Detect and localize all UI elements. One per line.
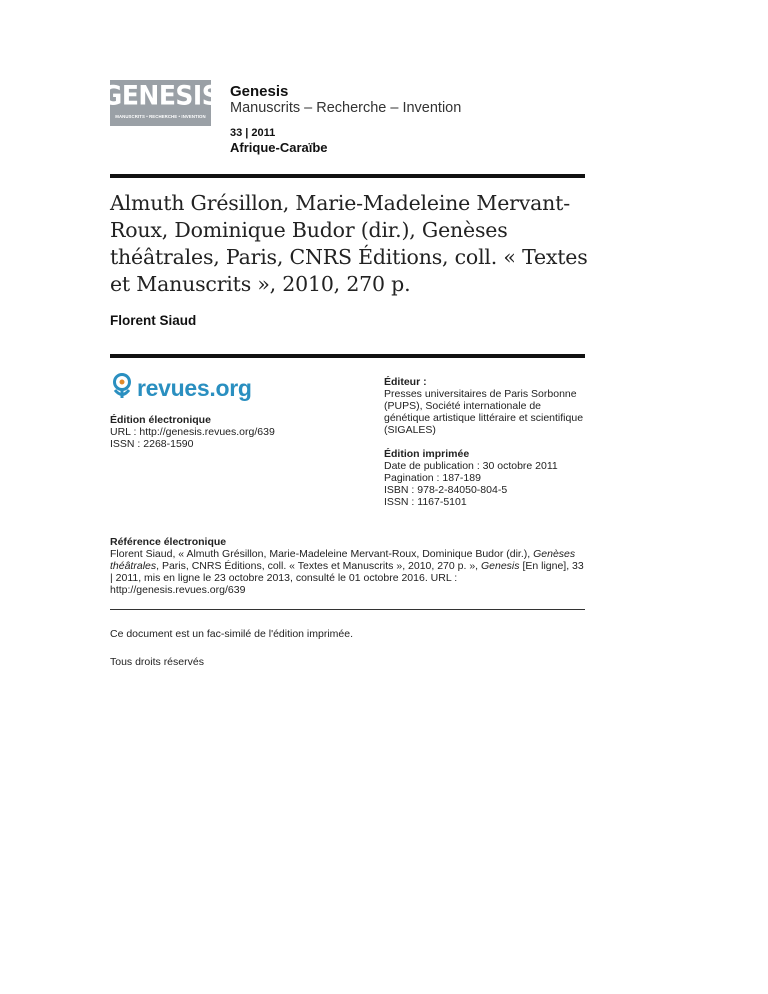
logo-wordmark: GENESIS: [101, 80, 220, 111]
article-author: Florent Siaud: [110, 313, 197, 328]
logo-tagline: MANUSCRITS • RECHERCHE • INVENTION: [115, 114, 206, 119]
issue-number: 33 | 2011: [230, 127, 276, 139]
journal-logo: [101, 80, 220, 126]
revues-logo-text: revues.org: [137, 375, 252, 401]
revues-logo[interactable]: [110, 373, 252, 404]
reference-part-2: , Paris, CNRS Éditions, coll. « Textes et Manuscrits », 2010, 270 p. »,: [156, 560, 481, 572]
isbn: ISBN : 978-2-84050-804-5: [384, 484, 508, 496]
journal-name: Genesis: [230, 83, 289, 100]
editeur-text: Presses universitaires de Paris Sorbonne (PUPS), Société internationale de génétique artistique littéraire et scientifique (SIGALES): [384, 388, 584, 436]
article-title: Almuth Grésillon, Marie-Madeleine Mervant-Roux, Dominique Budor (dir.), Genèses théâtrales, Paris, CNRS Éditions, coll. « Textes et Manuscrits », 2010, 270 p.: [110, 191, 588, 296]
pagination: Pagination : 187-189: [384, 472, 481, 484]
reference-text: [110, 548, 588, 596]
reference-italic-title: Genèses théâtrales: [110, 548, 576, 572]
reference-label: Référence électronique: [110, 536, 227, 548]
divider-top: [110, 174, 585, 178]
publication-date: Date de publication : 30 octobre 2011: [384, 460, 558, 472]
edition-electronique-url[interactable]: URL : http://genesis.revues.org/639: [110, 426, 275, 438]
edition-electronique-issn: ISSN : 2268-1590: [110, 438, 194, 450]
divider-bottom: [110, 609, 585, 610]
reference-part-3: [En ligne], 33 | 2011, mis en ligne le 23 octobre 2013, consulté le 01 octobre 2016. URL : http://genesis.revues.org/639: [110, 560, 584, 596]
divider-middle: [110, 354, 585, 358]
reference-part-1: Florent Siaud, « Almuth Grésillon, Marie-Madeleine Mervant-Roux, Dominique Budor (dir.),: [110, 548, 534, 560]
journal-subtitle: Manuscrits – Recherche – Invention: [230, 100, 462, 116]
print-issn: ISSN : 1167-5101: [384, 496, 467, 508]
edition-imprimee-label: Édition imprimée: [384, 448, 470, 460]
issue-title: Afrique-Caraïbe: [230, 140, 328, 155]
facsimile-note: Ce document est un fac-similé de l'édition imprimée.: [110, 628, 354, 640]
edition-electronique-label: Édition électronique: [110, 414, 211, 426]
revues-flower-icon: [110, 373, 134, 404]
editeur-label: Éditeur :: [384, 376, 427, 388]
reference-italic-journal: Genesis: [481, 560, 520, 572]
rights-note: Tous droits réservés: [110, 656, 204, 668]
